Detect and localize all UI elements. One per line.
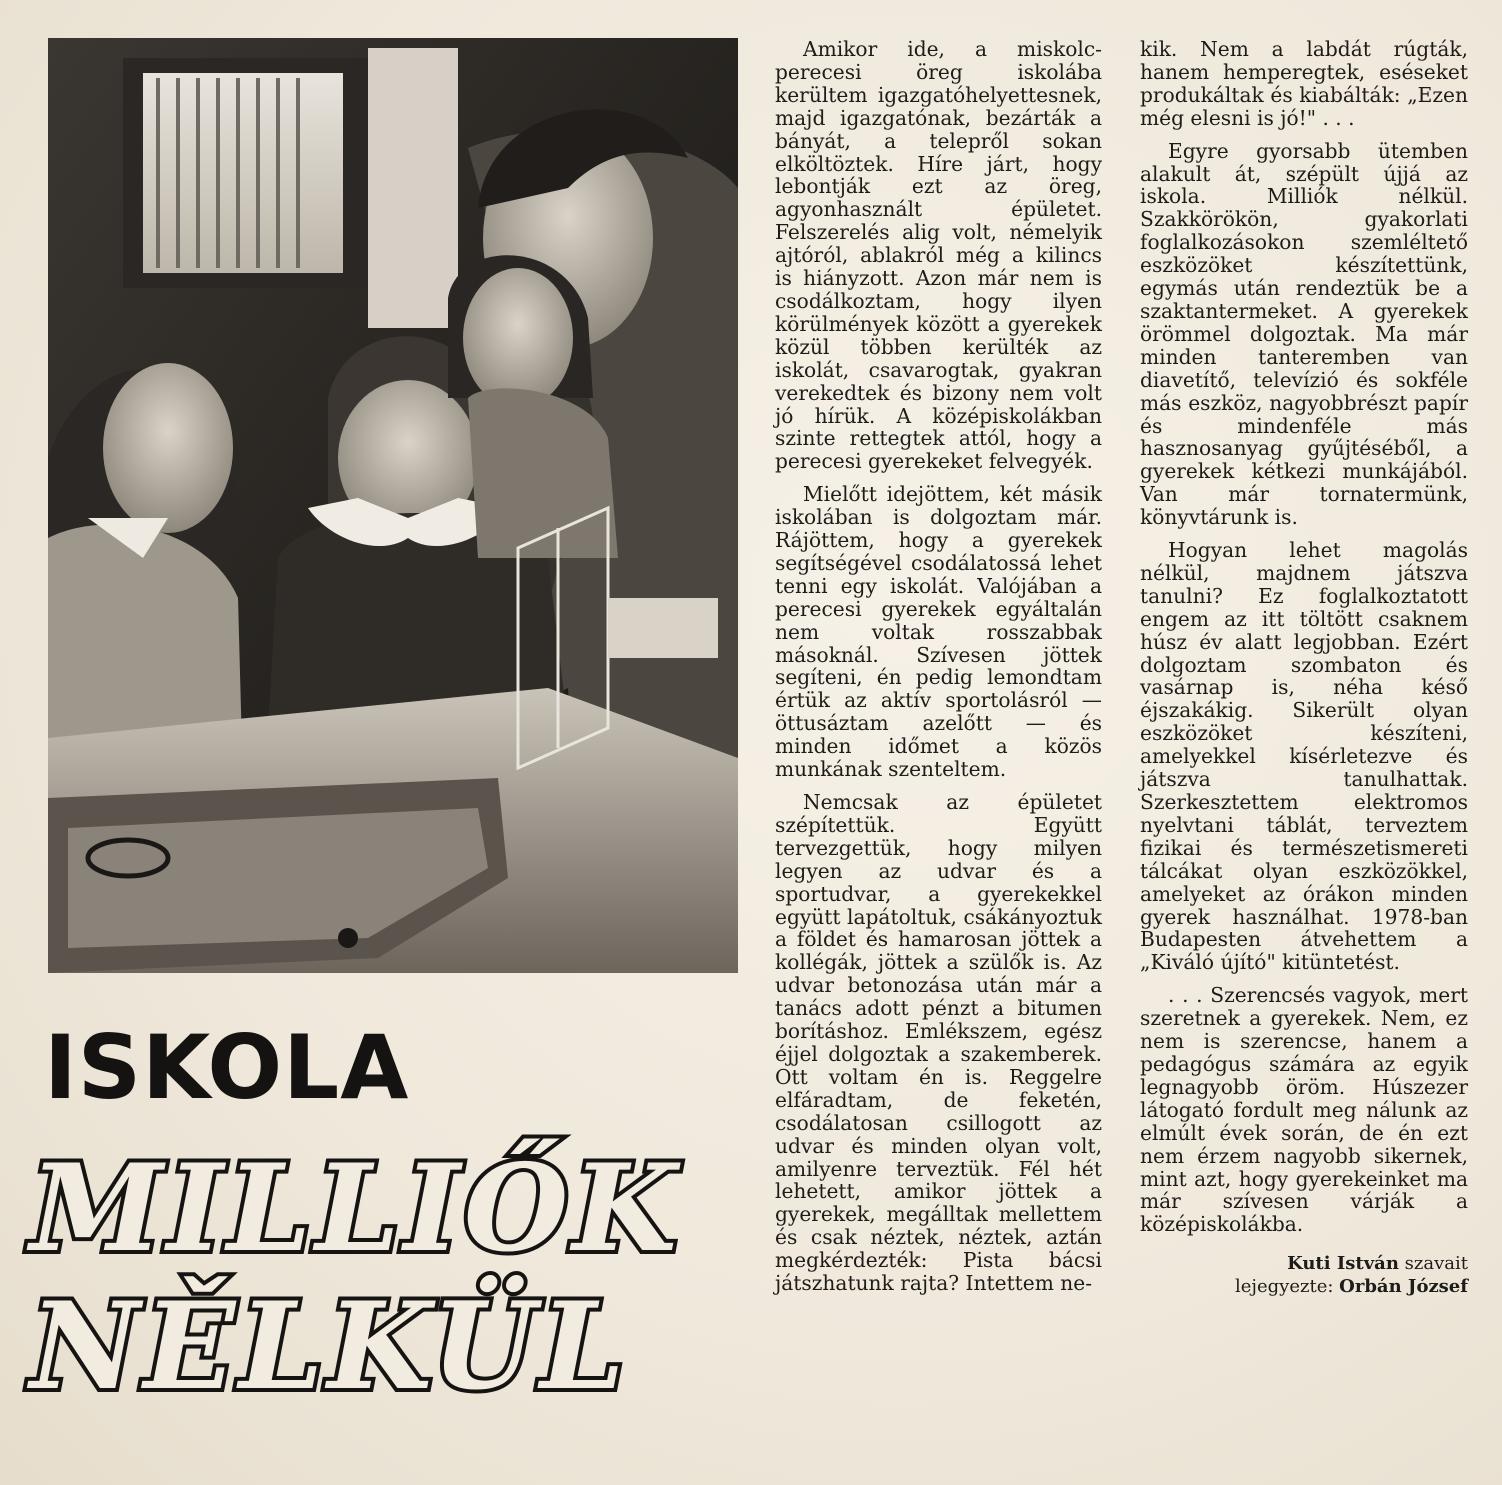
article-paragraph: Amikor ide, a miskolc-perecesi öreg iskolába kerültem igazgatóhelyettesnek, majd igazgatónak, bezárták a bányát, a telepről sokan elköltöztek. Híre járt, hogy lebontják ezt az öreg, agyonhasznált épületet. Felszerelés alig volt, némelyik ajtóról, ablakról még a kilincs is hiányzott. Azon már nem is csodálkoztam, hogy ilyen körülmények között a gyerekek közül többen kerülték az iskolát, csavarogtak, gyakran verekedtek és bizony nem volt jó hírük. A középiskolákban szinte rettegtek attól, hogy a perecesi gyerekeket felvegyék. — [775, 37, 1102, 474]
photo-teacher-with-children — [48, 38, 738, 973]
headline-title-line2: NĚLKÜL — [30, 1276, 629, 1417]
headline-title — [30, 1140, 730, 1416]
headline-title-line1: MILLIŐK — [30, 1138, 681, 1279]
signature-name-suffix: szavait — [1404, 1253, 1468, 1275]
article-paragraph: Nemcsak az épületet szépítettük. Együtt tervezgettük, hogy milyen legyen az udvar és a sportudvar, a gyerekekkel együtt lapátoltuk, csákányoztuk a földet és hamarosan jöttek a kollégák, jöttek a szülők is. Az udvar betonozása után már a tanács adott pénzt a bitumen borításhoz. Emlékszem, egész éjjel dolgoztak a szakemberek. Ott voltam én is. Reggelre elfáradtam, de feketén, csodálatosan csillogott az udvar és minden olyan volt, amilyenre terveztük. Fél hét lehetett, amikor jöttek a gyerekek, megálltak mellettem és csak néztek, néztek, aztán megkérdezték: Pista bácsi játszhatunk rajta? Intettem ne- — [775, 790, 1102, 1296]
article-photo — [48, 38, 738, 973]
signature-recorder: Orbán József — [1339, 1276, 1468, 1298]
article-signature — [1140, 1252, 1468, 1298]
article-paragraph: Mielőtt idejöttem, két másik iskolában is dolgoztam már. Rájöttem, hogy a gyerekek segítségével csodálatossá lehet tenni egy iskolát. Valójában a perecesi gyerekek egyáltalán nem voltak rosszabbak másoknál. Szívesen jöttek segíteni, én pedig lemondtam értük az aktív sportolásról — öttusáztam azelőtt — és minden időmet a közös munkának szenteltem. — [775, 482, 1102, 782]
article-paragraph: . . . Szerencsés vagyok, mert szeretnek a gyerekek. Nem, ez nem is szerencse, hanem a pedagógus számára az egyik legnagyobb öröm. Húszezer látogató fordult meg nálunk az elmúlt évek során, de én ezt nem érzem nagyobb sikernek, mint azt, hogy gyerekeinket ma már szívesen várják a középiskolákba. — [1140, 983, 1468, 1237]
article-paragraph: kik. Nem a labdát rúgták, hanem hemperegtek, eséseket produkáltak és kiabálták: „Ezen még elesni is jó!" . . . — [1140, 37, 1468, 130]
signature-recorder-prefix: lejegyezte: — [1235, 1276, 1334, 1298]
article-paragraph: Hogyan lehet magolás nélkül, majdnem játszva tanulni? Ez foglalkoztatott engem az itt töltött csaknem húsz év alatt legjobban. Ezért dolgoztam szombaton és vasárnap is, néha késő éjszakákig. Sikerült olyan eszközöket készíteni, amelyekkel kísérletezve és játszva tanulhattak. Szerkesztettem elektromos nyelvtani táblát, terveztem fizikai és természetismereti tálcákat olyan eszközökkel, amelyeket az órákon minden gyerek használhat. 1978-ban Budapesten átvehettem a „Kiváló újító" kitüntetést. — [1140, 538, 1468, 975]
article-column-1 — [775, 38, 1102, 1305]
article-paragraph: Egyre gyorsabb ütemben alakult át, szépült újjá az iskola. Milliók nélkül. Szakkörökön, gyakorlati foglalkozásokon szemléltető eszközöket készítettünk, egymás után rendeztük be a szaktantermeket. A gyerekek örömmel dolgoztak. Ma már minden tanteremben van diavetítő, televízió és sokféle más eszköz, nagyobbrészt papír és mindenféle más hasznosanyag gyűjtéséből, a gyerekek kétkezi munkájából. Van már tornatermünk, könyvtárunk is. — [1140, 138, 1468, 530]
signature-name: Kuti István — [1287, 1253, 1399, 1275]
article-column-2 — [1140, 38, 1468, 1298]
headline-kicker: ISKOLA — [44, 1016, 410, 1119]
